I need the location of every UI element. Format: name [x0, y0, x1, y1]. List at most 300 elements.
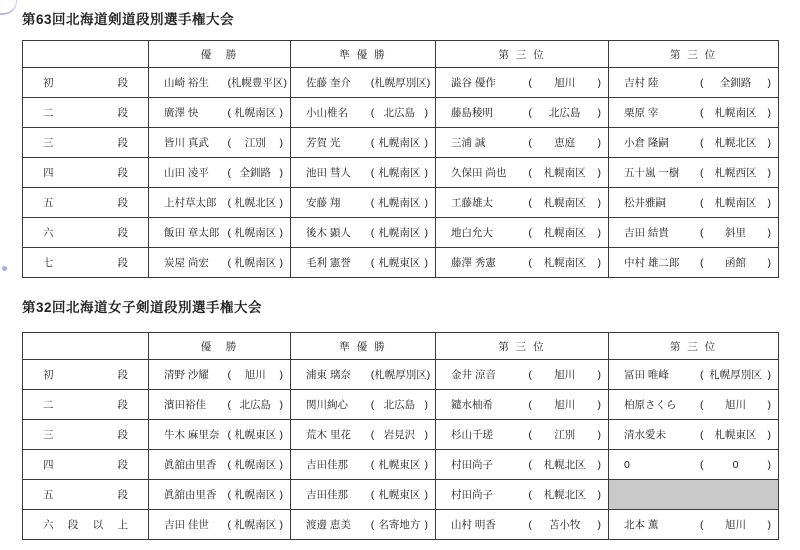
paren-close: ): [767, 226, 771, 239]
winner-name: 村田尚子: [451, 459, 493, 471]
result-cell-content: [436, 510, 608, 539]
paren-open: (: [227, 106, 231, 119]
result-cell: [436, 450, 609, 480]
scan-artifact-corner: [0, 0, 17, 15]
result-cell-content: [436, 248, 608, 277]
paren-open: (: [370, 256, 375, 269]
result-cell-content: [436, 420, 608, 449]
winner-region: 函館: [725, 257, 747, 269]
result-cell: [291, 98, 436, 128]
paren-open: (: [528, 488, 532, 501]
winner-name: 上村草太郎: [164, 197, 217, 209]
table-row: [23, 480, 779, 510]
affiliation: [371, 105, 435, 120]
paren-open: (: [528, 256, 532, 269]
winner-name: 炭屋 尚宏: [164, 257, 209, 269]
affiliation: [700, 427, 778, 442]
result-cell: [291, 128, 436, 158]
paren-close: ): [597, 488, 601, 501]
result-cell-content: [149, 98, 290, 127]
paren-close: ): [597, 368, 601, 381]
result-cell-content: [149, 450, 290, 479]
affiliation: [528, 367, 608, 382]
winner-region: 札幌北区: [714, 137, 757, 149]
paren-close: ): [424, 256, 428, 269]
paren-open: (: [227, 226, 231, 239]
winner-name: 牛木 麻里奈: [164, 429, 220, 441]
result-cell-content: [609, 98, 778, 127]
result-cell: [609, 158, 779, 188]
winner-region: 札幌南区: [378, 227, 421, 239]
result-cell: [149, 248, 291, 278]
winner-region: 札幌南区: [234, 227, 277, 239]
affiliation: [371, 255, 435, 270]
column-header: 第 三 位: [609, 41, 779, 68]
men-table-body: [23, 68, 779, 278]
winner-name: 金井 涼音: [451, 369, 496, 381]
affiliation: [528, 517, 608, 532]
paren-open: (: [227, 428, 231, 441]
rank-cell: 六段: [23, 218, 149, 248]
result-cell: [291, 480, 436, 510]
affiliation: [528, 225, 608, 240]
winner-region: 江別: [554, 429, 576, 441]
paren-close: ): [283, 76, 287, 89]
column-header: 第 三 位: [609, 333, 779, 360]
result-cell-content: [436, 480, 608, 509]
result-cell: [291, 360, 436, 390]
result-cell-content: [609, 450, 778, 479]
men-tournament-section: [22, 12, 779, 278]
paren-close: ): [767, 196, 771, 209]
winner-region: 札幌東区: [378, 489, 421, 501]
result-cell: [436, 360, 609, 390]
winner-region: 札幌南区: [378, 197, 421, 209]
result-cell-content: [609, 360, 778, 389]
header-row: [23, 41, 779, 68]
affiliation: [528, 397, 608, 412]
result-cell: [609, 68, 779, 98]
result-cell-content: [291, 98, 435, 127]
column-header: 準 優 勝: [291, 333, 436, 360]
winner-region: 札幌厚別区: [374, 369, 427, 381]
rank-cell: 三段: [23, 128, 149, 158]
paren-close: ): [767, 106, 771, 119]
result-cell: [291, 450, 436, 480]
winner-region: 0: [732, 458, 739, 471]
winner-region: 旭川: [554, 399, 576, 411]
result-cell: [149, 450, 291, 480]
result-cell-content: [436, 188, 608, 217]
paren-close: ): [424, 458, 428, 471]
paren-close: ): [426, 368, 431, 381]
result-cell-content: [609, 248, 778, 277]
winner-region: 札幌東区: [234, 429, 277, 441]
winner-region: 札幌南区: [543, 167, 586, 179]
winner-name: 清野 沙耀: [164, 369, 209, 381]
affiliation: [700, 255, 778, 270]
result-cell: [149, 158, 291, 188]
affiliation: [528, 195, 608, 210]
result-cell-content: [291, 158, 435, 187]
table-row: [23, 360, 779, 390]
result-cell-content: [436, 68, 608, 97]
winner-region: 名寄地方: [378, 519, 421, 531]
column-header: 準 優 勝: [291, 41, 436, 68]
affiliation: [227, 255, 290, 270]
winner-name: 柏原さくら: [624, 399, 677, 411]
table-row: [23, 158, 779, 188]
winner-name: 安藤 翔: [306, 197, 341, 209]
winner-region: 札幌西区: [714, 167, 757, 179]
paren-open: (: [700, 166, 704, 179]
paren-close: ): [279, 136, 283, 149]
winner-name: 山村 明香: [451, 519, 496, 531]
result-cell-content: [149, 480, 290, 509]
paren-close: ): [767, 76, 771, 89]
affiliation: [227, 165, 290, 180]
winner-region: 旭川: [244, 369, 266, 381]
paren-open: (: [370, 166, 375, 179]
rank-cell: 七段: [23, 248, 149, 278]
result-cell: [436, 420, 609, 450]
affiliation: [528, 255, 608, 270]
affiliation: [700, 367, 778, 382]
result-cell: [436, 68, 609, 98]
result-cell: [609, 390, 779, 420]
winner-name: 関川絢心: [306, 399, 348, 411]
rank-cell: 四段: [23, 450, 149, 480]
paren-close: ): [279, 458, 283, 471]
result-cell: [291, 248, 436, 278]
winner-name: 毛利 憲誉: [306, 257, 351, 269]
result-cell: [436, 188, 609, 218]
paren-close: ): [424, 428, 428, 441]
winner-region: 旭川: [554, 369, 576, 381]
rank-cell: 初段: [23, 360, 149, 390]
winner-region: 札幌南区: [234, 489, 277, 501]
affiliation: [227, 517, 290, 532]
paren-close: ): [597, 196, 601, 209]
paren-open: (: [528, 166, 532, 179]
winner-region: 札幌東区: [714, 429, 757, 441]
winner-region: 江別: [244, 137, 266, 149]
result-cell: [149, 420, 291, 450]
paren-open: (: [528, 428, 532, 441]
column-header: 優 勝: [149, 41, 291, 68]
paren-close: ): [597, 518, 601, 531]
paren-open: (: [700, 428, 704, 441]
winner-region: 苫小牧: [548, 519, 581, 531]
paren-close: ): [279, 106, 283, 119]
winner-name: 山崎 裕生: [164, 77, 209, 89]
affiliation: [227, 105, 290, 120]
winner-name: 0: [624, 458, 630, 471]
paren-open: (: [528, 226, 532, 239]
affiliation: [528, 427, 608, 442]
table-row: [23, 248, 779, 278]
result-cell-content: [149, 510, 290, 539]
paren-open: (: [370, 136, 375, 149]
winner-region: 札幌南区: [234, 257, 277, 269]
paren-close: ): [597, 256, 601, 269]
affiliation: [528, 135, 608, 150]
paren-close: ): [279, 488, 283, 501]
result-cell: [436, 98, 609, 128]
paren-open: (: [227, 368, 231, 381]
result-cell-content: [436, 390, 608, 419]
winner-region: 札幌南区: [714, 197, 757, 209]
table-row: [23, 390, 779, 420]
result-cell-content: [609, 420, 778, 449]
winner-region: 札幌南区: [234, 519, 277, 531]
men-table-head: [23, 41, 779, 68]
winner-region: 札幌東区: [378, 257, 421, 269]
winner-name: 山田 凌平: [164, 167, 209, 179]
result-cell: [291, 420, 436, 450]
result-cell: [609, 420, 779, 450]
result-cell-content: [291, 420, 435, 449]
result-cell: [436, 218, 609, 248]
affiliation: [700, 517, 778, 532]
winner-region: 旭川: [725, 519, 747, 531]
winner-name: 眞舘由里香: [164, 459, 217, 471]
affiliation: [371, 517, 435, 532]
result-cell: [291, 218, 436, 248]
women-table-head: [23, 333, 779, 360]
winner-name: 吉田佳那: [306, 489, 348, 501]
affiliation: [371, 135, 435, 150]
paren-open: (: [370, 368, 375, 381]
paren-open: (: [227, 398, 231, 411]
winner-name: 眞舘由里香: [164, 489, 217, 501]
winner-name: 地白允大: [451, 227, 493, 239]
result-cell-content: [291, 390, 435, 419]
affiliation: [227, 195, 290, 210]
result-cell: [149, 128, 291, 158]
paren-close: ): [279, 196, 283, 209]
result-cell-content: [609, 218, 778, 247]
paren-close: ): [767, 368, 771, 381]
paren-open: (: [528, 196, 532, 209]
result-cell-content: [609, 68, 778, 97]
winner-name: 濱田裕佳: [164, 399, 206, 411]
rank-cell: 二段: [23, 390, 149, 420]
result-cell-content: [291, 510, 435, 539]
winner-region: 札幌北区: [543, 489, 586, 501]
paren-open: (: [700, 398, 704, 411]
result-cell-content: [436, 218, 608, 247]
result-cell-content: [149, 188, 290, 217]
result-cell: [436, 510, 609, 540]
winner-region: 旭川: [554, 77, 576, 89]
table-row: [23, 510, 779, 540]
affiliation: [700, 75, 778, 90]
result-cell-content: [291, 248, 435, 277]
table-row: [23, 188, 779, 218]
table-row: [23, 128, 779, 158]
paren-close: ): [597, 106, 601, 119]
paren-open: (: [700, 458, 704, 471]
result-cell-content: [149, 390, 290, 419]
paren-open: (: [528, 136, 532, 149]
winner-region: 札幌南区: [543, 227, 586, 239]
women-tournament-title: 第32回北海道女子剣道段別選手権大会: [22, 300, 263, 315]
rank-cell: 二段: [23, 98, 149, 128]
table-row: [23, 218, 779, 248]
result-cell-content: [436, 98, 608, 127]
paren-open: (: [227, 76, 231, 89]
result-cell-content: [149, 128, 290, 157]
women-results-table: [22, 332, 779, 540]
winner-region: 恵庭: [554, 137, 576, 149]
affiliation: [227, 367, 290, 382]
table-row: [23, 68, 779, 98]
result-cell: [436, 128, 609, 158]
paren-open: (: [700, 76, 704, 89]
paren-open: (: [700, 196, 704, 209]
rank-cell: 五段: [23, 188, 149, 218]
result-cell-content: [291, 480, 435, 509]
affiliation: [227, 427, 290, 442]
affiliation: [528, 105, 608, 120]
paren-close: ): [597, 136, 601, 149]
winner-region: 札幌南区: [234, 107, 277, 119]
paren-close: ): [279, 428, 283, 441]
paren-close: ): [279, 368, 283, 381]
result-cell: [149, 188, 291, 218]
affiliation: [227, 135, 290, 150]
winner-name: 藤島稜明: [451, 107, 493, 119]
result-cell: [609, 98, 779, 128]
result-cell-content: [609, 390, 778, 419]
result-cell-content: [436, 158, 608, 187]
paren-close: ): [424, 518, 428, 531]
result-cell-content: [609, 128, 778, 157]
paren-open: (: [227, 256, 231, 269]
affiliation: [371, 75, 436, 90]
result-cell: [609, 248, 779, 278]
scan-artifact-dot: [2, 266, 7, 271]
winner-name: 三浦 誠: [451, 137, 486, 149]
result-cell-content: [149, 68, 290, 97]
paren-open: (: [528, 368, 532, 381]
affiliation: [371, 195, 435, 210]
paren-close: ): [767, 256, 771, 269]
affiliation: [700, 165, 778, 180]
result-cell: [149, 480, 291, 510]
winner-name: 鑓水柚希: [451, 399, 493, 411]
paren-open: (: [370, 488, 375, 501]
result-cell-content: [291, 128, 435, 157]
winner-region: 旭川: [725, 399, 747, 411]
paren-open: (: [528, 398, 532, 411]
paren-close: ): [279, 398, 283, 411]
paren-open: (: [370, 196, 375, 209]
result-cell-content: [609, 158, 778, 187]
paren-open: (: [227, 166, 231, 179]
winner-name: 藤澤 秀憲: [451, 257, 496, 269]
result-cell: [609, 218, 779, 248]
winner-region: 札幌南区: [378, 167, 421, 179]
paren-open: (: [370, 428, 375, 441]
result-cell-content: [291, 188, 435, 217]
paren-open: (: [370, 76, 375, 89]
rank-cell: 初段: [23, 68, 149, 98]
result-cell: [291, 68, 436, 98]
paren-open: (: [700, 136, 704, 149]
affiliation: [227, 75, 290, 90]
paren-close: ): [424, 166, 428, 179]
paren-close: ): [279, 518, 283, 531]
winner-name: 杉山千瑳: [451, 429, 493, 441]
paren-close: ): [424, 398, 428, 411]
winner-region: 札幌厚別区: [709, 369, 762, 381]
winner-name: 吉村 陸: [624, 77, 659, 89]
result-cell-content: [436, 128, 608, 157]
winner-region: 札幌北区: [543, 459, 586, 471]
paren-close: ): [424, 226, 428, 239]
paren-close: ): [767, 428, 771, 441]
result-cell-content: [149, 218, 290, 247]
result-cell: [149, 98, 291, 128]
winner-name: 皆川 真武: [164, 137, 209, 149]
winner-name: 澁谷 優作: [451, 77, 496, 89]
paren-open: (: [528, 518, 532, 531]
winner-name: 松井雅嗣: [624, 197, 666, 209]
result-cell: [149, 510, 291, 540]
result-cell: [436, 390, 609, 420]
paren-close: ): [767, 166, 771, 179]
affiliation: [700, 135, 778, 150]
winner-name: 北本 薫: [624, 519, 659, 531]
result-cell: [291, 158, 436, 188]
rank-cell: 三段: [23, 420, 149, 450]
winner-name: 吉田 佳世: [164, 519, 209, 531]
paren-close: ): [597, 398, 601, 411]
winner-name: 浦東 璃奈: [306, 369, 351, 381]
affiliation: [227, 487, 290, 502]
paren-open: (: [227, 488, 231, 501]
winner-region: 札幌北区: [234, 197, 277, 209]
result-cell: [291, 188, 436, 218]
paren-close: ): [597, 166, 601, 179]
affiliation: [227, 397, 290, 412]
winner-name: 後木 顕人: [306, 227, 351, 239]
result-cell: [609, 510, 779, 540]
result-cell: [149, 68, 291, 98]
result-cell-content: [149, 360, 290, 389]
affiliation: [528, 75, 608, 90]
winner-region: 岩見沢: [383, 429, 416, 441]
winner-region: 札幌南区: [543, 257, 586, 269]
rank-column-header: [23, 41, 149, 68]
winner-name: 栗原 宰: [624, 107, 659, 119]
paren-open: (: [370, 458, 375, 471]
paren-open: (: [370, 518, 375, 531]
winner-name: 吉田佳那: [306, 459, 348, 471]
winner-region: 北広島: [548, 107, 581, 119]
winner-name: 佐藤 奎介: [306, 77, 351, 89]
affiliation: [227, 225, 290, 240]
winner-name: 池田 彗人: [306, 167, 351, 179]
result-cell-content: [149, 158, 290, 187]
column-header: 第 三 位: [436, 41, 609, 68]
rank-cell: 六段以上: [23, 510, 149, 540]
paren-close: ): [767, 136, 771, 149]
result-cell-content: [291, 450, 435, 479]
affiliation: [700, 225, 778, 240]
